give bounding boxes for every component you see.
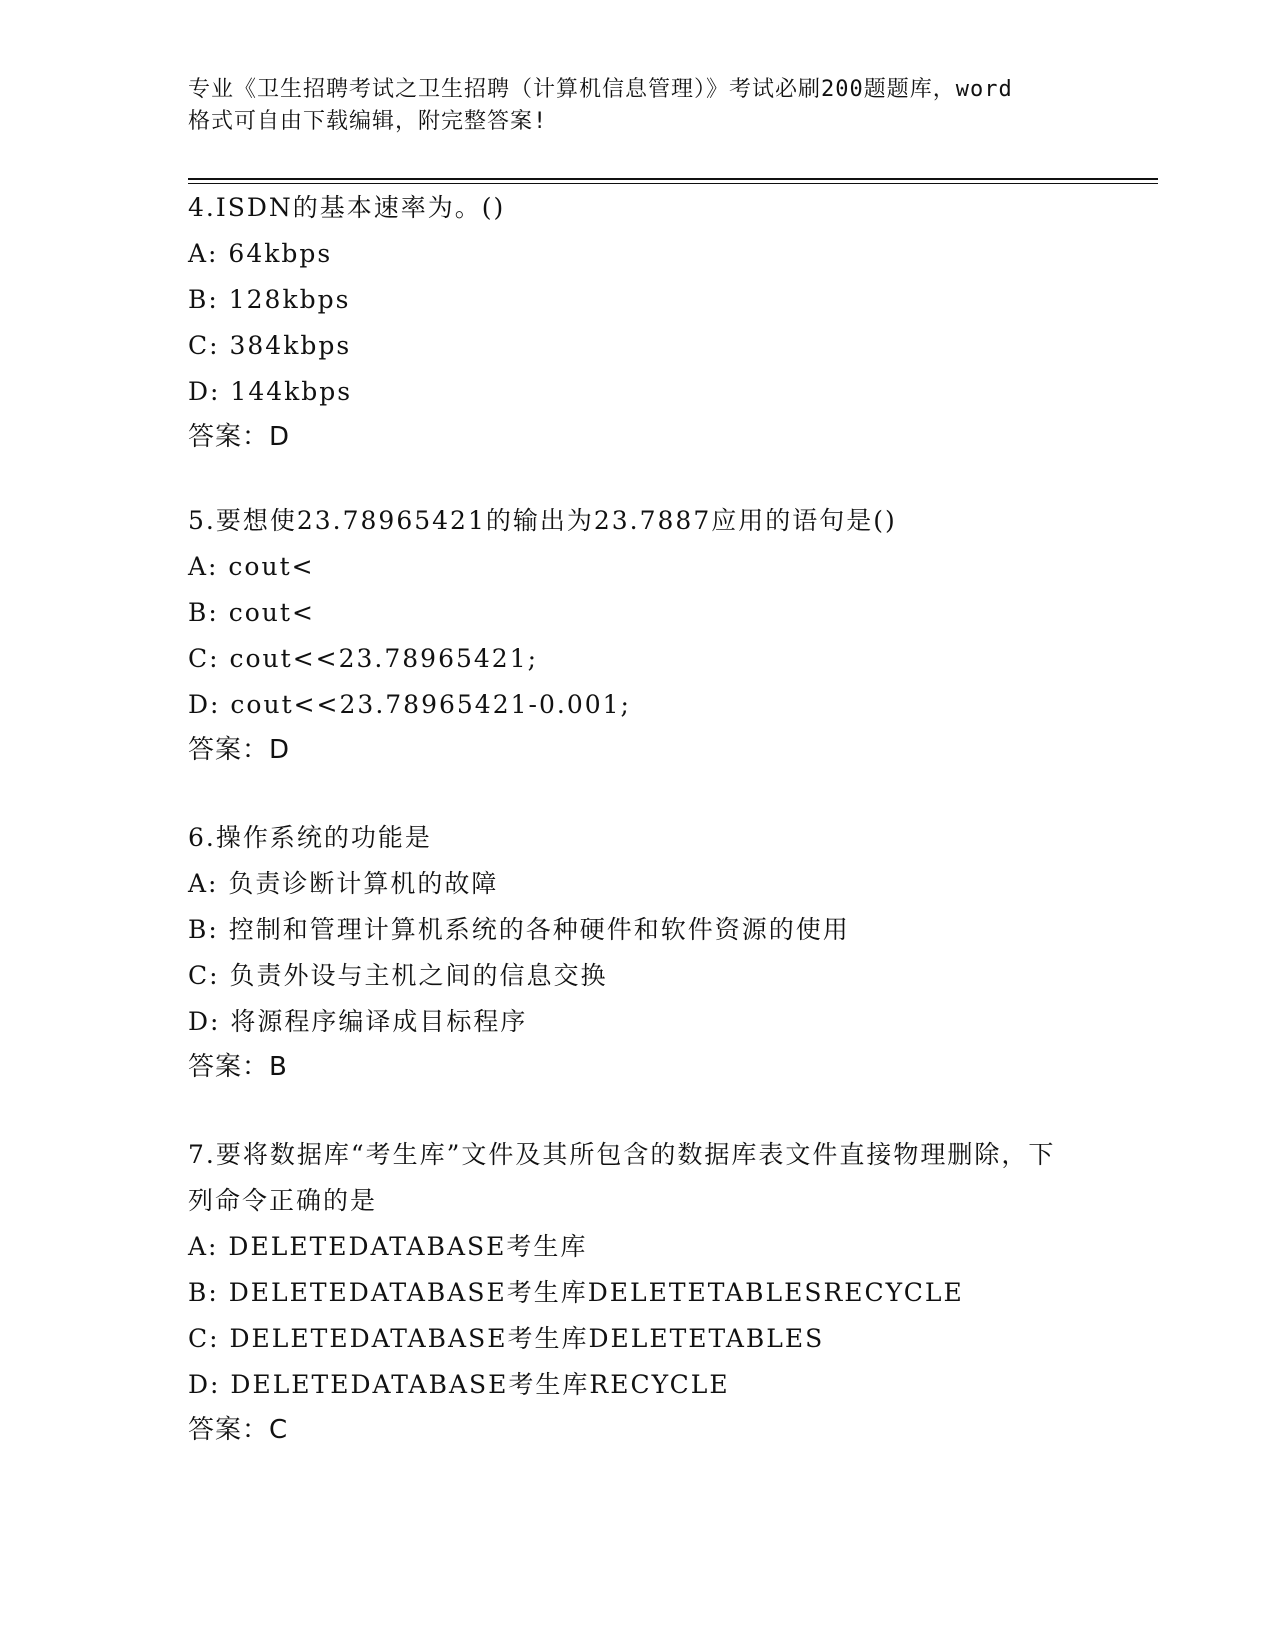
question-option-d: D: 将源程序编译成目标程序 (188, 1007, 528, 1036)
question-option-a: A: 负责诊断计算机的故障 (188, 869, 499, 898)
question-option-c: C: DELETEDATABASE考生库DELETETABLES (188, 1324, 825, 1353)
question-option-a: A: DELETEDATABASE考生库 (188, 1232, 588, 1261)
question-option-d: D: cout<<23.78965421-0.001; (188, 690, 631, 719)
question-option-b: B: 控制和管理计算机系统的各种硬件和软件资源的使用 (188, 915, 850, 944)
header-line-2: 格式可自由下载编辑，附完整答案! (188, 109, 548, 134)
question-block (188, 815, 1088, 1089)
question-option-b: B: cout< (188, 598, 315, 627)
question-title: 5.要想使23.78965421的输出为23.7887应用的语句是() (188, 506, 897, 535)
question-answer: 答案：D (188, 422, 291, 452)
question-option-c: C: 384kbps (188, 331, 352, 360)
header-line-1: 专业《卫生招聘考试之卫生招聘（计算机信息管理）》考试必刷200题题库，word (188, 77, 1013, 102)
question-option-d: D: 144kbps (188, 377, 353, 406)
question-block (188, 1132, 1088, 1452)
question-option-b: B: DELETEDATABASE考生库DELETETABLESRECYCLE (188, 1278, 964, 1307)
question-block (188, 185, 1088, 459)
question-option-c: C: cout<<23.78965421; (188, 644, 539, 673)
document-header (188, 74, 1108, 138)
question-title: 4.ISDN的基本速率为。() (188, 193, 506, 222)
header-divider-thick (188, 178, 1158, 180)
question-title: 7.要将数据库“考生库”文件及其所包含的数据库表文件直接物理删除，下列命令正确的是 (188, 1140, 1056, 1215)
question-answer: 答案：B (188, 1052, 288, 1082)
question-option-a: A: 64kbps (188, 239, 333, 268)
question-answer: 答案：D (188, 735, 291, 765)
question-block (188, 498, 1088, 772)
question-answer: 答案：C (188, 1415, 289, 1445)
question-option-c: C: 负责外设与主机之间的信息交换 (188, 961, 608, 990)
question-option-d: D: DELETEDATABASE考生库RECYCLE (188, 1370, 730, 1399)
header-divider-thin (188, 183, 1158, 184)
question-title: 6.操作系统的功能是 (188, 823, 432, 852)
question-option-a: A: cout< (188, 552, 315, 581)
question-option-b: B: 128kbps (188, 285, 351, 314)
